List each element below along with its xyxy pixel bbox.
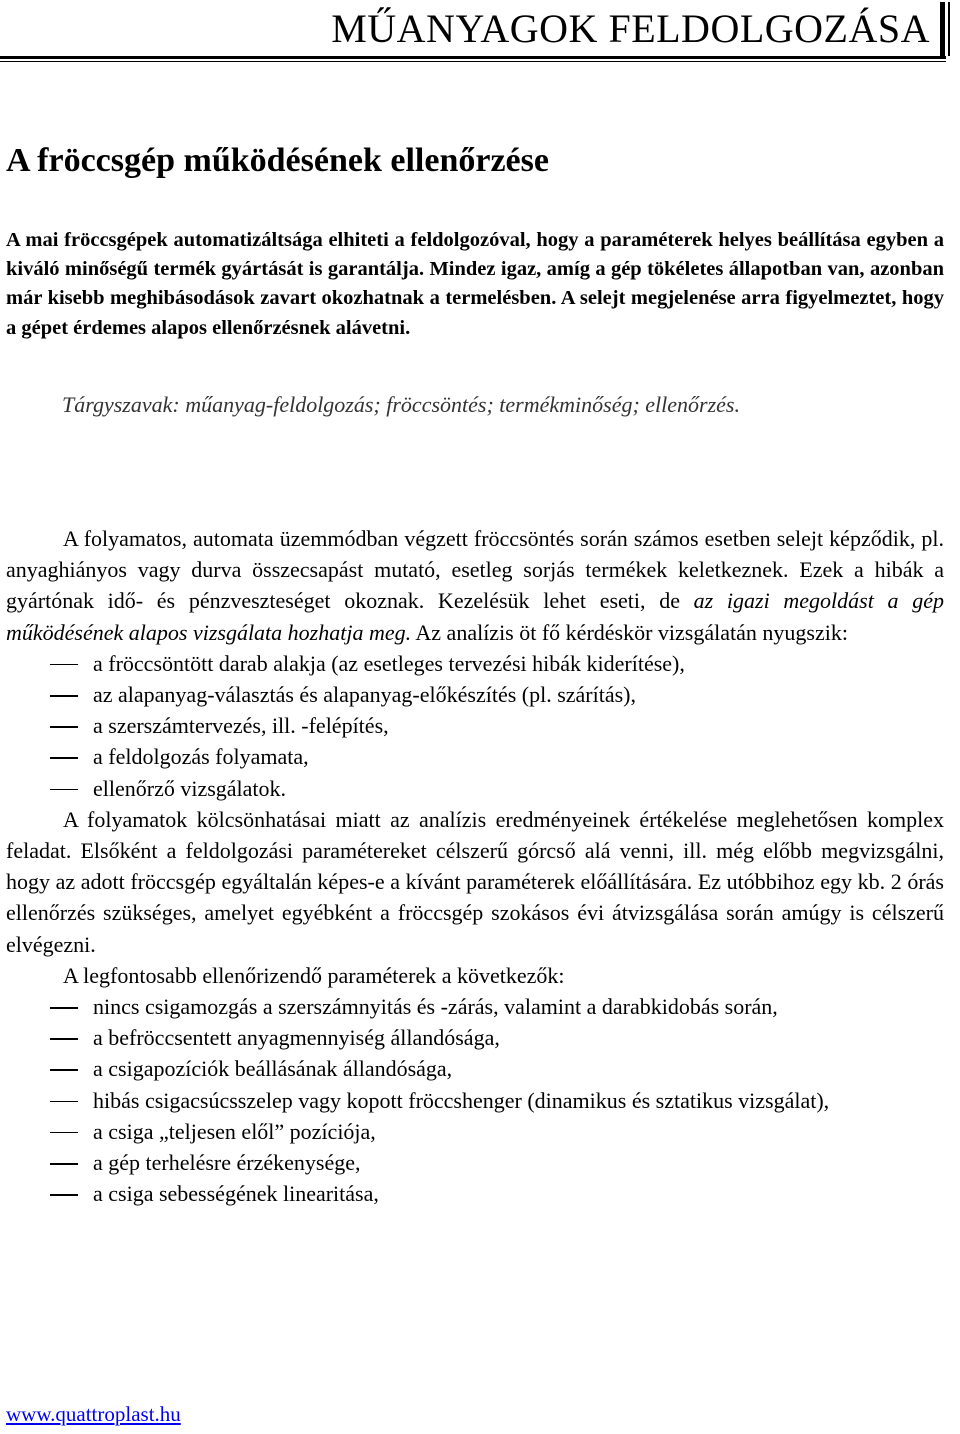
header-rule-thin	[0, 61, 946, 62]
paragraph-parameters: A legfontosabb ellenőrizendő paraméterek a következők:	[63, 962, 565, 988]
parameter-list	[6, 991, 944, 1209]
page-header	[0, 0, 960, 60]
paragraph-complexity: A folyamatok kölcsönhatásai miatt az analízis eredményeinek értékelése meglehetősen komplex feladat. Elsőként a feldolgozási paramétereket célszerű górcső alá venni, ill. még előbb megvizsgálni, hogy az adott fröccsgép egyáltalán képes-e a kívánt paraméterek előállítására. Ez utóbbihoz egy kb. 2 órás ellenőrzés szükséges, amelyet egyébként a fröccsgép szokásos évi átvizsgálása során amúgy is célszerű elvégezni.	[6, 806, 944, 957]
list-item: a szerszámtervezés, ill. -felépítés,	[6, 710, 944, 741]
article-body	[6, 523, 944, 1209]
header-decoration	[940, 2, 954, 56]
list-item: ellenőrző vizsgálatok.	[6, 773, 944, 804]
list-item: nincs csigamozgás a szerszámnyitás és -zárás, valamint a darabkidobás során,	[6, 991, 944, 1022]
list-item: hibás csigacsúcsszelep vagy kopott fröccshenger (dinamikus és sztatikus vizsgálat),	[6, 1085, 944, 1116]
list-item: a csiga „teljesen elől” pozíciója,	[6, 1116, 944, 1147]
list-item: a csiga sebességének linearitása,	[6, 1178, 944, 1209]
header-rule	[0, 56, 946, 59]
list-item: a fröccsöntött darab alakja (az esetleges tervezési hibák kiderítése),	[6, 648, 944, 679]
analysis-list	[6, 648, 944, 804]
header-title: MŰANYAGOK FELDOLGOZÁSA	[331, 6, 930, 51]
paragraph-intro: A folyamatos, automata üzemmódban végzett fröccsöntés során számos esetben selejt képződik, pl. anyaghiányos vagy durva összecsapást mutató, esetleg sorjás termékek keletkeznek. Ezek a hibák a gyártónak idő- és pénzveszteséget okoznak. Kezelésük lehet eseti, de az igazi megoldást a gép működésének alapos vizsgálata hozhatja meg. Az analízis öt fő kérdéskör vizsgálatán nyugszik:	[6, 526, 944, 645]
website-link[interactable]: www.quattroplast.hu	[6, 1402, 181, 1426]
emphasis-text: az igazi megoldást a gép működésének alapos vizsgálata hozhatja meg.	[6, 588, 944, 645]
article-title: A fröccsgép működésének ellenőrzése	[6, 142, 549, 179]
list-item: a feldolgozás folyamata,	[6, 741, 944, 772]
list-item: a csigapozíciók beállásának állandósága,	[6, 1053, 944, 1084]
list-item: a befröccsentett anyagmennyiség állandósága,	[6, 1022, 944, 1053]
list-item: a gép terhelésre érzékenysége,	[6, 1147, 944, 1178]
keywords: Tárgyszavak: műanyag-feldolgozás; fröccsöntés; termékminőség; ellenőrzés.	[62, 392, 740, 417]
list-item: az alapanyag-választás és alapanyag-előkészítés (pl. szárítás),	[6, 679, 944, 710]
article-abstract: A mai fröccsgépek automatizáltsága elhiteti a feldolgozóval, hogy a paraméterek helyes beállítása egyben a kiváló minőségű termék gyártását is garantálja. Mindez igaz, amíg a gép tökéletes állapotban van, azonban már kisebb meghibásodások zavart okozhatnak a termelésben. A selejt megjelenése arra figyelmeztet, hogy a gépet érdemes alapos ellenőrzésnek alávetni.	[6, 229, 944, 339]
